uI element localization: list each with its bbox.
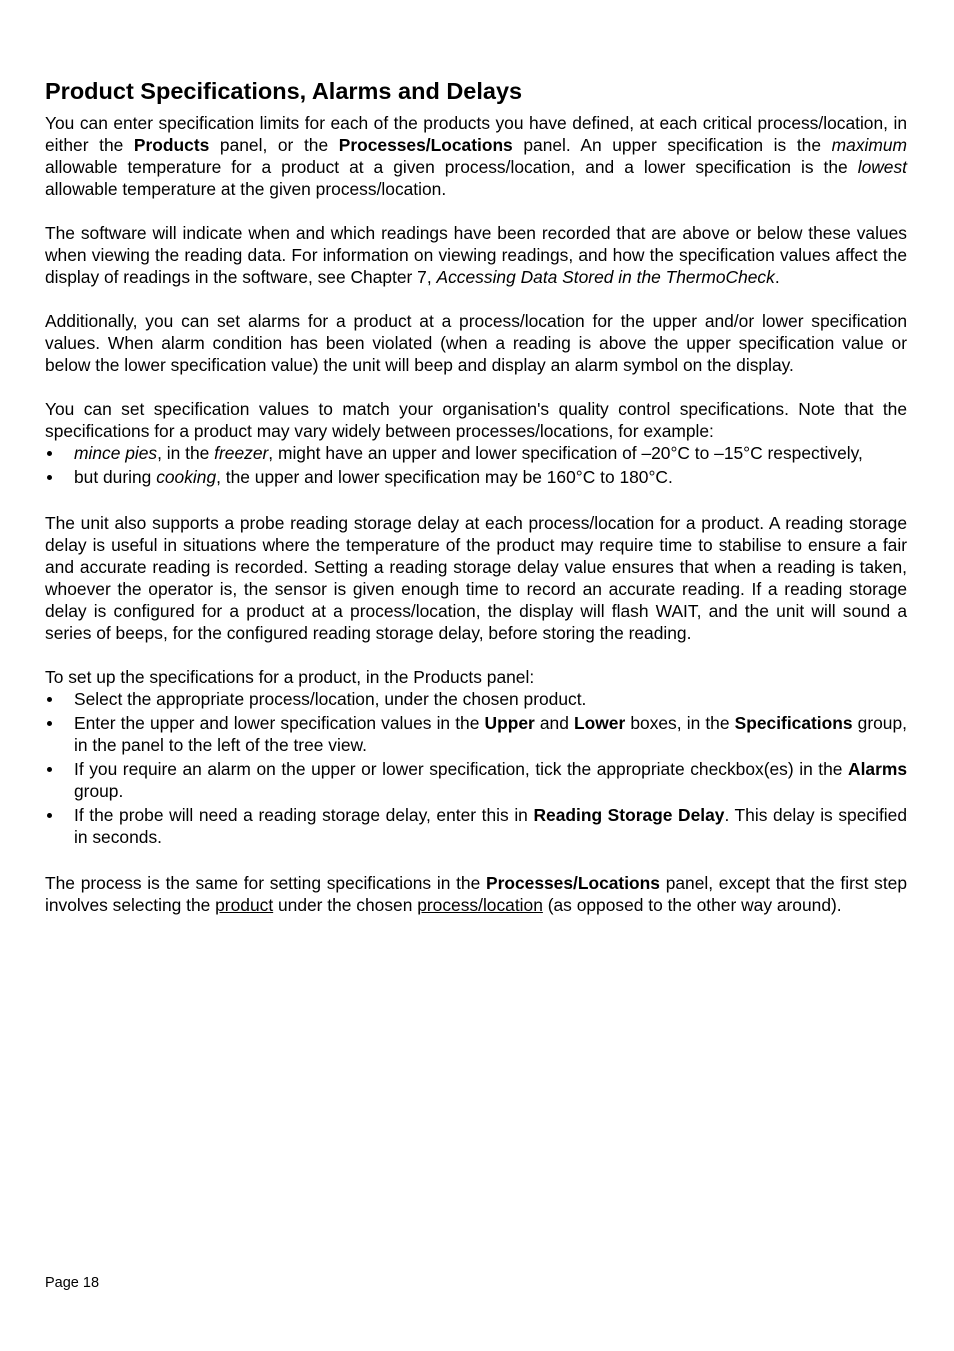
bold-alarms: Alarms [848, 759, 907, 779]
paragraph-intro [45, 112, 907, 200]
spacer [45, 490, 907, 512]
text-run: . This delay is specified in seconds. [74, 805, 907, 847]
text-run: group, in the panel to the left of the tree view. [74, 713, 907, 755]
list-item [45, 466, 907, 488]
spacer [45, 376, 907, 398]
text-run: , the upper and lower specification may be 160°C to 180°C. [216, 467, 673, 487]
spacer [45, 288, 907, 310]
paragraph-processes [45, 872, 907, 916]
text-run: . [774, 267, 780, 287]
italic-lowest: lowest [857, 157, 907, 177]
text-run: Enter the upper and lower specification values in the [74, 713, 485, 733]
paragraph-spec-values: You can set specification values to match your organisation's quality control specifications. Note that the specifications for a product may vary widely between processes/locations, for example: [45, 399, 907, 441]
page-content [45, 76, 907, 916]
spacer [45, 200, 907, 222]
text-run: , might have an upper and lower specification of –20°C to –15°C respectively, [268, 443, 863, 463]
bold-lower: Lower [574, 713, 626, 733]
text-run: , in the [157, 443, 215, 463]
paragraph-setup-intro: To set up the specifications for a product, in the Products panel: [45, 667, 535, 687]
bold-specifications: Specifications [734, 713, 853, 733]
text-run: boxes, in the [625, 713, 735, 733]
text-run: If the probe will need a reading storage delay, enter this in [74, 805, 534, 825]
page-title: Product Specifications, Alarms and Delays [45, 78, 523, 104]
text-run: allowable temperature for a product at a given process/location, and a lower specification is the [45, 157, 858, 177]
text-run: If you require an alarm on the upper or lower specification, tick the appropriate checkbox(es) in the [74, 759, 849, 779]
spacer [45, 644, 907, 666]
text-run: The process is the same for setting specifications in the [45, 873, 486, 893]
text-run: panel, except that the first step involves selecting the [45, 873, 907, 915]
paragraph-storage-delay: The unit also supports a probe reading storage delay at each process/location for a product. A reading storage delay is useful in situations where the temperature of the product may require time to stabilise to ensure a fair and accurate reading is recorded. Setting a reading storage delay value ensures that when a reading is taken, whoever the operator is, the sensor is given enough time to record an accurate reading. If a reading storage delay is configured for a product at a process/location, the display will flash WAIT, and the unit will sound a series of beeps, for the configured reading storage delay, before storing the reading. [45, 513, 907, 643]
text-run: The software will indicate when and which readings have been recorded that are above or below these values when viewing the reading data. For information on viewing readings, and how the specification values affect the display of readings in the software, see Chapter 7, [45, 223, 907, 287]
text-run: You can enter specification limits for each of the products you have defined, at each critical process/location, in either the [45, 113, 907, 155]
text-run: and [534, 713, 575, 733]
text-run: group. [74, 781, 124, 801]
text-run: under the chosen [273, 895, 418, 915]
italic-mince-pies: mince pies [74, 443, 158, 463]
list-item [45, 442, 907, 464]
italic-cooking: cooking [156, 467, 217, 487]
bold-reading-storage-delay: Reading Storage Delay [533, 805, 725, 825]
list-item [45, 688, 907, 710]
list-item [45, 804, 907, 848]
underline-process-location: process/location [417, 895, 543, 915]
text-run: panel. An upper specification is the [512, 135, 832, 155]
text-run: Select the appropriate process/location, under the chosen product. [74, 689, 587, 709]
spacer [45, 850, 907, 872]
setup-steps-list [45, 688, 907, 848]
text-run: (as opposed to the other way around). [542, 895, 842, 915]
text-run: but during [74, 467, 157, 487]
bold-upper: Upper [484, 713, 535, 733]
paragraph-readings [45, 222, 907, 288]
italic-freezer: freezer [214, 443, 269, 463]
list-item [45, 758, 907, 802]
italic-maximum: maximum [831, 135, 907, 155]
example-list [45, 442, 907, 488]
bold-processes-locations: Processes/Locations [338, 135, 513, 155]
bold-products: Products [133, 135, 210, 155]
italic-chapter-reference: Accessing Data Stored in the ThermoCheck [436, 267, 775, 287]
text-run: panel, or the [209, 135, 339, 155]
bold-processes-locations: Processes/Locations [485, 873, 660, 893]
list-item [45, 712, 907, 756]
underline-product: product [215, 895, 274, 915]
paragraph-alarms: Additionally, you can set alarms for a product at a process/location for the upper and/or lower specification values. When alarm condition has been violated (when a reading is above the upper specification value or below the lower specification value) the unit will beep and display an alarm symbol on the display. [45, 311, 907, 375]
text-run: allowable temperature at the given process/location. [45, 179, 447, 199]
page-number: Page 18 [45, 1275, 100, 1291]
